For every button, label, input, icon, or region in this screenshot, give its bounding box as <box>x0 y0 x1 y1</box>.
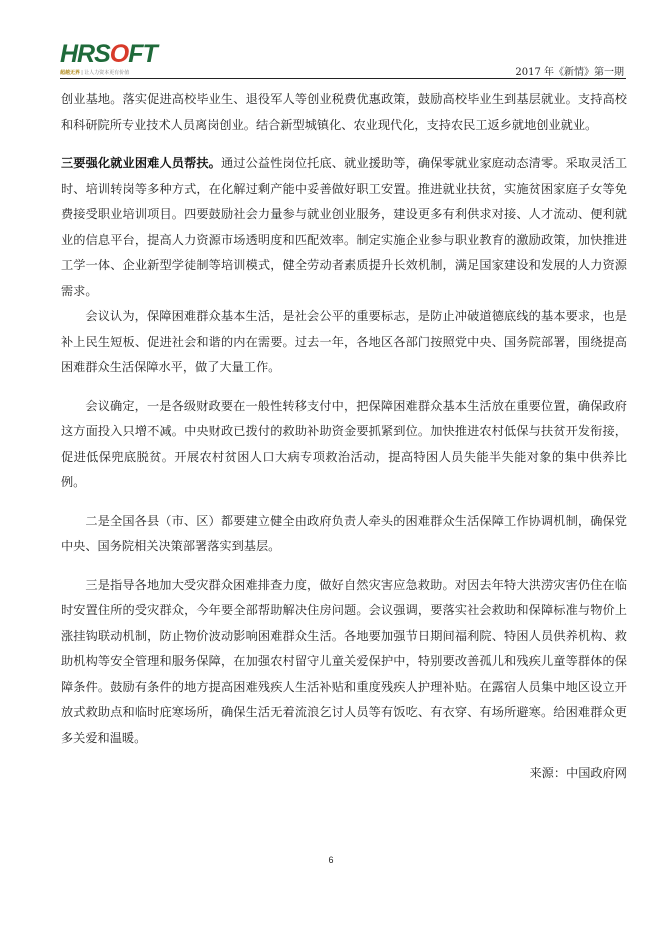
bold-heading: 三要强化就业困难人员帮扶。 <box>61 156 221 170</box>
paragraph: 会议认为，保障困难群众基本生活，是社会公平的重要标志，是防止冲破道德底线的基本要求，也是补上民生短板、促进社会和谐的内在需要。过去一年，各地区各部门按照党中央、国务院部署，围绕提高困难群众生活保障水平，做了大量工作。 <box>61 309 627 374</box>
paragraph: 会议确定，一是各级财政要在一般性转移支付中，把保障困难群众基本生活放在重要位置，确保政府这方面投入只增不减。中央财政已拨付的救助补助资金要抓紧到位。加快推进农村低保与扶贫开发衔接，促进低保兜底脱贫。开展农村贫困人口大病专项救治活动，提高特困人员失能半失能对象的集中供养比例。 <box>61 398 627 489</box>
paragraph-text: 通过公益性岗位托底、就业援助等，确保零就业家庭动态清零。采取灵活工时、培训转岗等多种方式，在化解过剩产能中妥善做好职工安置。推进就业扶贫，实施贫困家庭子女等免费接受职业培训项目。四要鼓励社会力量参与就业创业服务，建设更多有利供求对接、人才流动、便利就业的信息平台，提高人力资源市场透明度和匹配效率。制定实施企业参与职业教育的激励政策，加快推进工学一体、企业新型学徒制等培训模式，健全劳动者素质提升长效机制，满足国家建设和发展的人力资源需求。 <box>61 156 628 298</box>
paragraph <box>61 151 627 304</box>
paragraph: 二是全国各县（市、区）都要建立健全由政府负责人牵头的困难群众生活保障工作协调机制，确保党中央、国务院相关决策部署落实到基层。 <box>61 513 627 553</box>
source-attribution: 来源：中国政府网 <box>529 766 627 780</box>
hrsoft-logo <box>60 42 178 76</box>
paragraph: 创业基地。落实促进高校毕业生、退役军人等创业税费优惠政策，鼓励高校毕业生到基层就业。支持高校和科研院所专业技术人员离岗创业。结合新型城镇化、农业现代化，支持农民工返乡就地创业就业。 <box>61 92 627 132</box>
logo-slogan: 超越无界 | 让人力资本更有价值 <box>60 70 130 76</box>
logo-wordmark: HRSOFT <box>60 40 157 68</box>
paragraph: 三是指导各地加大受灾群众困难排查力度，做好自然灾害应急救助。对因去年特大洪涝灾害仍住在临时安置住所的受灾群众，今年要全部帮助解决住房问题。会议强调，要落实社会救助和保障标准与物价上涨挂钩联动机制，防止物价波动影响困难群众生活。各地要加强节日期间福利院、特困人员供养机构、救助机构等安全管理和服务保障，在加强农村留守儿童关爱保护中，特别要改善孤儿和残疾儿童等群体的保障条件。鼓励有条件的地方提高困难残疾人生活补贴和重度残疾人护理补贴。在露宿人员集中地区设立开放式救助点和临时庇寒场所，确保生活无着流浪乞讨人员等有饭吃、有衣穿、有场所避寒。给困难群众更多关爱和温暖。 <box>61 577 627 745</box>
issue-label: 2017 年《新情》第一期 <box>515 67 624 78</box>
page-number: 6 <box>328 855 334 865</box>
header-divider <box>60 78 626 79</box>
document-body <box>61 87 627 787</box>
